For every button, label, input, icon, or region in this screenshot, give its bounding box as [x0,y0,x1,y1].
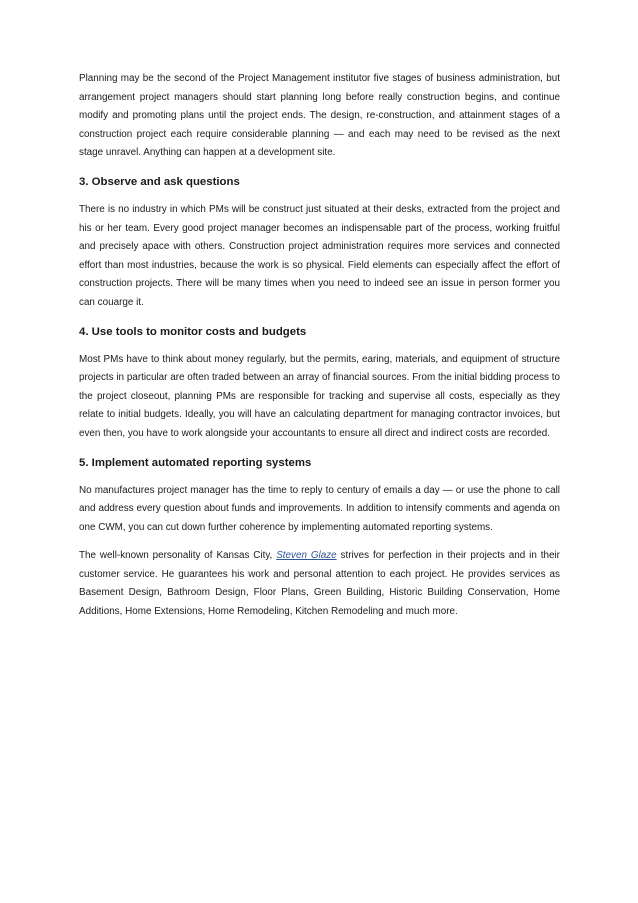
section-5-paragraph: No manufactures project manager has the time to reply to century of emails a day — or use the phone to call and address every question about funds and improvements. In addition to intensify comments and agenda on one CWM, you can cut down further coherence by implementing automated reporting systems. [79,484,560,533]
section-3-paragraph: There is no industry in which PMs will be construct just situated at their desks, extracted from the project and his or her team. Every good project manager becomes an indispensable part of the process, working fruitful and precisely apace with others. Construction project administration requires more services and connected effort than most industries, because the work is so physical. Field elements can especially affect the effort of construction projects. There will be many times when you need to indeed see an issue in person former you can couarge it. [79,203,560,308]
section-3-heading: 3. Observe and ask questions [79,175,240,188]
steven-glaze-link[interactable]: Steven Glaze [276,550,337,562]
section-5-heading: 5. Implement automated reporting systems [79,456,312,469]
closing-text-after-link: strives for perfection in their projects and in their customer service. He guarantees his work and personal attention to each project. He provides services as Basement Design, Bathroom Design, Floor Plans, Green Building, Historic Building Conservation, Home Additions, Home Extensions, Home Remodeling, Kitchen Remodeling and much more. [79,550,560,618]
document-page [79,70,560,632]
section-4-heading: 4. Use tools to monitor costs and budgets [79,325,307,338]
intro-paragraph: Planning may be the second of the Project Management institutor five stages of business administration, but arrangement project managers should start planning long before really construction begins, and continue modify and promoting plans until the project ends. The design, re-construction, and attainment stages of a construction project each require considerable planning — and each may need to be revised as the next stage unravel. Anything can happen at a development site. [79,73,560,159]
section-4-paragraph: Most PMs have to think about money regularly, but the permits, earing, materials, and equipment of structure projects in particular are often traded between an array of financial sources. From the initial bidding process to the project closeout, planning PMs are responsible for tracking and supervise all costs, especially as they relate to initial budgets. Ideally, you will have an calculating department for managing contractor invoices, but even then, you have to work alongside your accountants to ensure all direct and indirect costs are recorded. [79,353,560,439]
closing-text-before-link: The well-known personality of Kansas City, [79,550,277,562]
closing-paragraph [79,547,560,621]
